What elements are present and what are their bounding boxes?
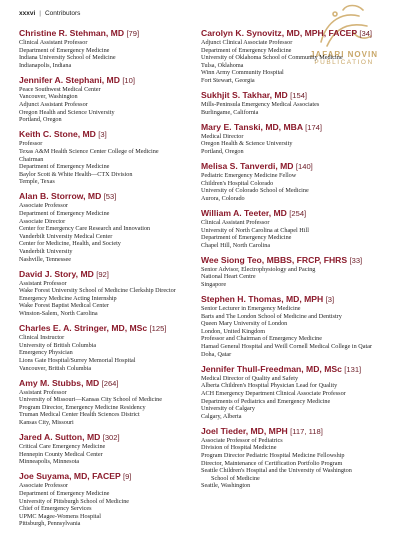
- watermark-title: JAFARI NOVIN: [309, 50, 378, 59]
- affiliation-line: Peace Southwest Medical Center: [19, 85, 101, 93]
- affiliation-line: Hamad General Hospital and Weill Cornell Medical College in Qatar: [201, 343, 373, 351]
- affiliation-line: Texas A&M Health Science Center College of Medicine: [19, 147, 159, 155]
- affiliation-line: Associate Director: [19, 217, 66, 225]
- contributor-name: [201, 294, 383, 305]
- contributor-entry: [201, 294, 383, 358]
- affiliation-line: Program Director, Emergency Medicine Residency: [19, 403, 146, 411]
- affiliation-line: Department of Emergency Medicine: [201, 234, 292, 242]
- page-header: [19, 7, 80, 19]
- contributor-name-text: David J. Story, MD: [19, 268, 94, 279]
- affiliation-line: Vanderbilt University Medical Center: [19, 232, 113, 240]
- contributor-name-text: Amy M. Stubbs, MD: [19, 377, 100, 388]
- affiliation-line: University of Pittsburgh School of Medicine: [19, 497, 130, 505]
- affiliation-line: Emergency Physician: [19, 349, 73, 357]
- affiliation-line: University of North Carolina at Chapel Hill: [201, 226, 309, 234]
- affiliation-line: Temple, Texas: [19, 178, 55, 186]
- affiliation-line: University of Colorado School of Medicine: [201, 187, 309, 195]
- contributor-entry: [201, 364, 383, 421]
- affiliation-line: Department of Emergency Medicine: [19, 46, 110, 54]
- contributor-name: [19, 432, 201, 443]
- chapter-reference: [117, 118]: [290, 426, 323, 436]
- header-separator: |: [39, 9, 41, 17]
- affiliation-line: Singapore: [201, 280, 227, 288]
- contributor-entry: [201, 122, 383, 156]
- affiliation-line: Portland, Oregon: [19, 116, 62, 124]
- contributor-name: [201, 364, 383, 375]
- affiliation-line: Kansas City, Missouri: [19, 418, 74, 426]
- contributor-entry: [201, 255, 383, 289]
- affiliation-line: Portland, Oregon: [201, 147, 244, 155]
- contributor-name: [19, 323, 201, 334]
- affiliation-line: Center for Emergency Care Research and Innovation: [19, 225, 151, 233]
- contributor-name-text: Joe Suyama, MD, FACEP: [19, 471, 121, 482]
- affiliation-line: Chairman: [19, 155, 44, 163]
- affiliation-line: Professor: [19, 140, 43, 148]
- affiliation-line: School of Medicine: [211, 474, 260, 482]
- affiliation-line: Mills-Peninsula Emergency Medical Associates: [201, 101, 320, 109]
- affiliation-line: London, United Kingdom: [201, 327, 266, 335]
- contributor-name-text: William A. Teeter, MD: [201, 207, 287, 218]
- right-contributor-column: [201, 28, 383, 495]
- contributor-name: [201, 122, 383, 133]
- contributor-name: [19, 269, 201, 280]
- affiliation-line: National Heart Centre: [201, 273, 256, 281]
- chapter-reference: [154]: [290, 91, 308, 101]
- contributor-name: [19, 378, 201, 389]
- contributor-name: [19, 129, 201, 140]
- contributor-name-text: Stephen H. Thomas, MD, MPH: [201, 294, 324, 305]
- contributor-name: [19, 471, 201, 482]
- contributor-name-text: Melisa S. Tanverdi, MD: [201, 161, 294, 172]
- contributor-entry: [201, 90, 383, 116]
- chapter-reference: [131]: [344, 364, 362, 374]
- affiliation-line: Queen Mary University of London: [201, 320, 288, 328]
- chapter-reference: [79]: [126, 29, 140, 38]
- contributor-name-text: Sukhjit S. Takhar, MD: [201, 90, 288, 101]
- affiliation-line: Pediatric Emergency Medicine Fellow: [201, 172, 297, 180]
- affiliation-line: Winn Army Community Hospital: [201, 69, 284, 77]
- affiliation-line: Truman Medical Center Health Sciences District: [19, 411, 140, 419]
- affiliation-line: Doha, Qatar: [201, 350, 232, 358]
- contributor-entry: [19, 323, 201, 372]
- affiliation-line: Department of Emergency Medicine: [19, 163, 110, 171]
- affiliation-line: Oregon Health & Science University: [201, 140, 293, 148]
- contributor-name: [201, 90, 383, 101]
- affiliation-line: Center for Medicine, Health, and Society: [19, 240, 121, 248]
- affiliation-line: Assistant Professor: [19, 388, 67, 396]
- affiliation-line: Chapel Hill, North Carolina: [201, 241, 271, 249]
- affiliation-line: Clinical Assistant Professor: [19, 39, 88, 46]
- contributor-name: [19, 191, 201, 202]
- affiliation-line: Clinical Instructor: [19, 334, 65, 342]
- contributor-name: [201, 426, 383, 437]
- affiliation-line: Wake Forest University School of Medicine Clerkship Director: [19, 287, 176, 295]
- affiliation-line: Vancouver, British Columbia: [19, 364, 92, 372]
- contributor-name-text: Alan B. Storrow, MD: [19, 191, 102, 202]
- contributor-name-text: Wee Siong Teo, MBBS, FRCP, FHRS: [201, 254, 348, 265]
- contributor-entry: [201, 426, 383, 490]
- affiliation-line: Fort Stewart, Georgia: [201, 76, 255, 84]
- affiliation-line: Senior Advisor, Electrophysiology and Pacing: [201, 265, 316, 273]
- contributor-entry: [19, 471, 201, 528]
- affiliation-line: Burlingame, California: [201, 108, 259, 116]
- watermark-subtitle: PUBLICATION: [314, 59, 374, 66]
- affiliation-line: Minneapolis, Minnesota: [19, 458, 80, 466]
- contributor-name-text: Jennifer Thull-Freedman, MD, MSc: [201, 363, 342, 374]
- affiliation-line: Seattle, Washington: [201, 482, 251, 490]
- chapter-reference: [140]: [295, 162, 313, 172]
- chapter-reference: [125]: [149, 324, 167, 334]
- left-contributor-column: [19, 28, 201, 533]
- contributor-entry: [201, 161, 383, 202]
- contributor-entry: [201, 208, 383, 249]
- section-title: Contributors: [44, 9, 81, 17]
- affiliation-line: ACH Emergency Department Clinical Associate Professor: [201, 389, 346, 397]
- affiliation-line: Clinical Assistant Professor: [201, 218, 270, 226]
- chapter-reference: [33]: [349, 255, 363, 265]
- contributor-name: [19, 28, 201, 39]
- contributor-name-text: Jennifer A. Stephani, MD: [19, 74, 120, 85]
- affiliation-line: Emergency Medicine Acting Internship: [19, 294, 117, 302]
- affiliation-line: Division of Hospital Medicine: [201, 444, 277, 452]
- contributor-entry: [19, 378, 201, 427]
- contributor-entry: [19, 432, 201, 466]
- affiliation-line: Department of Emergency Medicine: [201, 46, 292, 54]
- contributor-name: [19, 75, 201, 86]
- affiliation-line: Oregon Health and Science University: [19, 108, 115, 116]
- affiliation-line: Calgary, Alberta: [201, 412, 242, 420]
- contributor-entry: [19, 75, 201, 124]
- chapter-reference: [34]: [359, 29, 373, 38]
- affiliation-line: Pittsburgh, Pennsylvania: [19, 520, 81, 528]
- contributor-name-text: Keith C. Stone, MD: [19, 129, 96, 140]
- affiliation-line: University of Missouri—Kansas City School of Medicine: [19, 396, 162, 404]
- affiliation-line: University of British Columbia: [19, 341, 97, 349]
- affiliation-line: Associate Professor: [19, 482, 68, 490]
- page-number: xxxvi: [19, 9, 36, 17]
- affiliation-line: Program Director Pediatric Hospital Medicine Fellowship: [201, 451, 345, 459]
- affiliation-line: Associate Professor: [19, 202, 68, 210]
- affiliation-line: Indianapolis, Indiana: [19, 61, 72, 69]
- contributor-entry: [19, 28, 201, 69]
- contributor-name-text: Carolyn K. Synovitz, MD, MPH, FACEP: [201, 28, 357, 38]
- affiliation-line: Departments of Pediatrics and Emergency Medicine: [201, 397, 331, 405]
- affiliation-line: Director, Maintenance of Certification Portfolio Program: [201, 459, 343, 467]
- chapter-reference: [53]: [103, 192, 117, 202]
- contributor-name-text: Christine R. Stehman, MD: [19, 28, 125, 38]
- affiliation-line: Vanderbilt University: [19, 247, 73, 255]
- contributor-entry: [19, 191, 201, 263]
- affiliation-line: UPMC Magee-Womens Hospital: [19, 512, 101, 520]
- affiliation-line: Nashville, Tennessee: [19, 255, 72, 263]
- contributor-name-text: Jared A. Sutton, MD: [19, 432, 101, 443]
- contributor-name: [201, 161, 383, 172]
- chapter-reference: [174]: [305, 122, 322, 132]
- chapter-reference: [302]: [102, 433, 120, 443]
- contributor-name: [201, 28, 383, 39]
- contributor-name-text: Charles E. A. Stringer, MD, MSc: [19, 323, 148, 334]
- affiliation-line: Chief of Emergency Services: [19, 505, 92, 513]
- chapter-reference: [10]: [122, 75, 135, 85]
- affiliation-line: Indiana University School of Medicine: [19, 54, 116, 62]
- contributor-entry: [19, 269, 201, 318]
- contributor-name: [201, 208, 383, 219]
- contributor-name-text: Joel Tieder, MD, MPH: [201, 425, 288, 436]
- chapter-reference: [3]: [98, 130, 107, 140]
- affiliation-line: Winston-Salem, North Carolina: [19, 310, 98, 318]
- affiliation-line: Lions Gate Hospital/Surrey Memorial Hospital: [19, 356, 136, 364]
- affiliation-line: Professor and Chairman of Emergency Medicine: [201, 335, 323, 343]
- affiliation-line: Critical Care Emergency Medicine: [19, 443, 106, 451]
- affiliation-line: Alberta Children's Hospital Physician Lead for Quality: [201, 382, 338, 390]
- contributor-entry: [19, 129, 201, 186]
- contributor-name: [201, 255, 383, 266]
- affiliation-line: Children's Hospital Colorado: [201, 179, 274, 187]
- affiliation-line: Vancouver, Washington: [19, 93, 78, 101]
- affiliation-line: Medical Director: [201, 132, 244, 140]
- affiliation-line: Department of Emergency Medicine: [19, 210, 110, 217]
- affiliation-line: Senior Lecturer in Emergency Medicine: [201, 305, 301, 313]
- chapter-reference: [9]: [122, 472, 132, 482]
- affiliation-line: Adjunct Assistant Professor: [19, 101, 88, 109]
- affiliation-line: Assistant Professor: [19, 279, 67, 287]
- chapter-reference: [254]: [289, 208, 307, 218]
- affiliation-line: University of Oklahoma School of Community Medicine: [201, 54, 343, 62]
- chapter-reference: [264]: [101, 378, 119, 388]
- affiliation-line: Aurora, Colorado: [201, 194, 245, 202]
- chapter-reference: [92]: [96, 269, 109, 279]
- chapter-reference: [3]: [325, 295, 335, 305]
- affiliation-line: Adjunct Clinical Associate Professor: [201, 39, 293, 46]
- affiliation-line: Wake Forest Baptist Medical Center: [19, 302, 109, 310]
- affiliation-line: Baylor Scott & White Health—CTX Division: [19, 170, 133, 178]
- contributor-name-text: Mary E. Tanski, MD, MBA: [201, 121, 303, 132]
- contributor-entry: [201, 28, 383, 85]
- affiliation-line: University of Calgary: [201, 405, 255, 413]
- affiliation-line: Seattle Children's Hospital and the University of Washington: [201, 467, 352, 475]
- affiliation-line: Associate Professor of Pediatrics: [201, 436, 283, 444]
- affiliation-line: Barts and The London School of Medicine and Dentistry: [201, 312, 342, 320]
- affiliation-line: Department of Emergency Medicine: [19, 489, 110, 497]
- affiliation-line: Medical Director of Quality and Safety: [201, 374, 299, 382]
- affiliation-line: Hennepin County Medical Center: [19, 450, 103, 458]
- affiliation-line: Tulsa, Oklahoma: [201, 61, 244, 69]
